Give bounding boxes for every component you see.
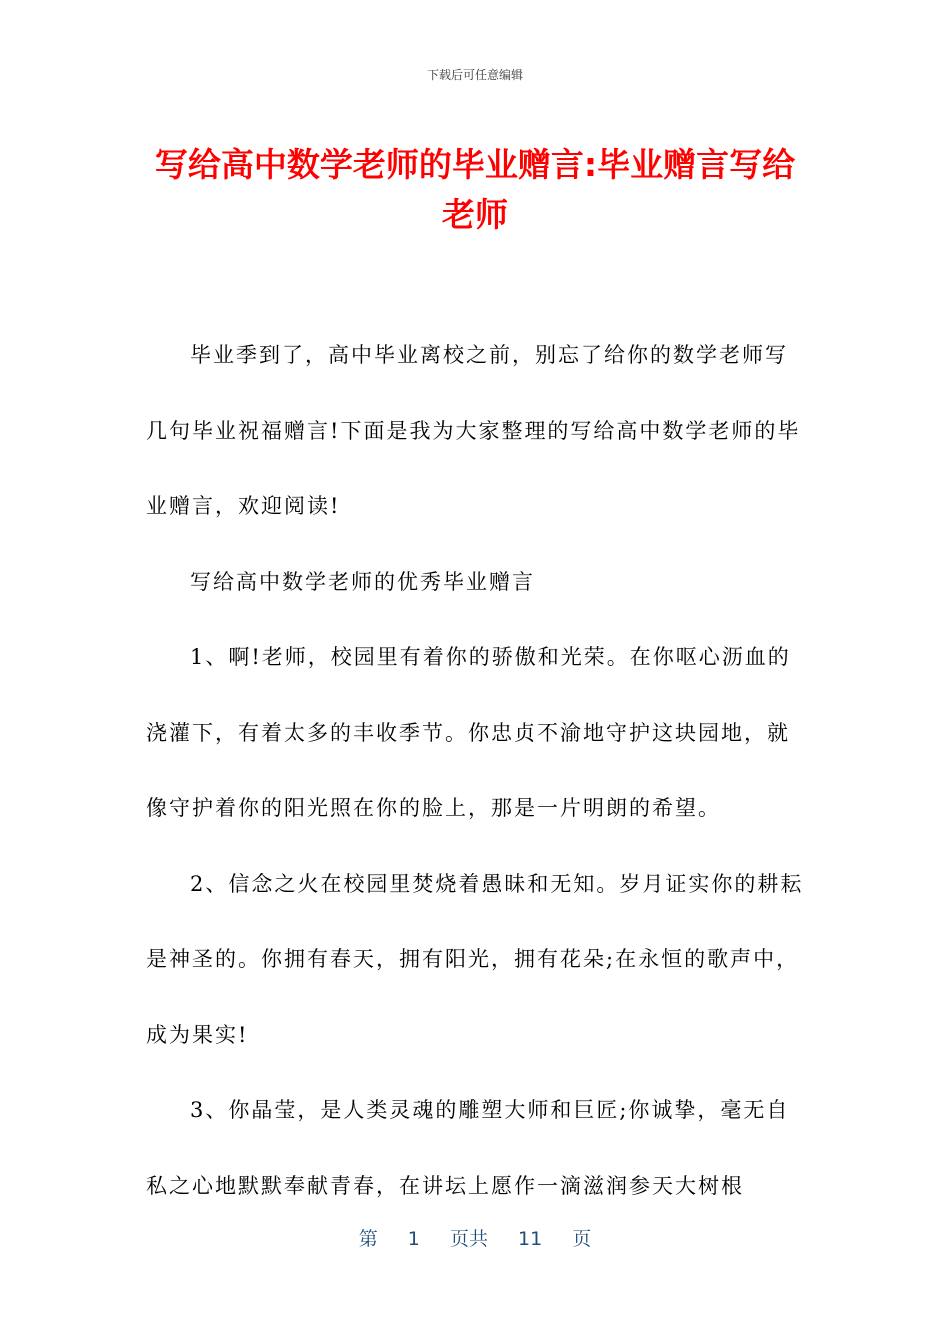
footer-suffix: 页: [572, 1228, 592, 1250]
paragraph-subheading: 写给高中数学老师的优秀毕业赠言: [190, 569, 535, 594]
paragraph-item-1: 1、啊!老师，校园里有着你的骄傲和光荣。在你呕心沥血的浇灌下，有着太多的丰收季节。你忠贞不渝地守护这块园地，就像守护着你的阳光照在你的脸上，那是一片明朗的希望。: [146, 645, 791, 820]
paragraph-item-2: 2、信念之火在校园里焚烧着愚昧和无知。岁月证实你的耕耘是神圣的。你拥有春天，拥有阳光，拥有花朵;在永恒的歌声中，成为果实!: [146, 871, 804, 1047]
header-note: 下载后可任意编辑: [426, 68, 523, 82]
paragraph-item-3: 3、你晶莹，是人类灵魂的雕塑大师和巨匠;你诚挚，毫无自私之心地默默奉献青春，在讲坛上愿作一滴滋润参天大树根: [146, 1098, 790, 1198]
document-body: [146, 318, 806, 1224]
paragraph-intro: 毕业季到了，高中毕业离校之前，别忘了给你的数学老师写几句毕业祝福赠言!下面是我为大家整理的写给高中数学老师的毕业赠言，欢迎阅读!: [146, 343, 801, 518]
footer-prefix: 第: [358, 1228, 378, 1250]
footer-middle: 页共: [449, 1228, 488, 1250]
footer-current-page: 1: [407, 1228, 420, 1250]
footer-total-pages: 11: [518, 1228, 543, 1250]
page-footer: [0, 1224, 950, 1251]
document-title: 写给高中数学老师的毕业赠言:毕业赠言写给老师: [154, 145, 796, 234]
